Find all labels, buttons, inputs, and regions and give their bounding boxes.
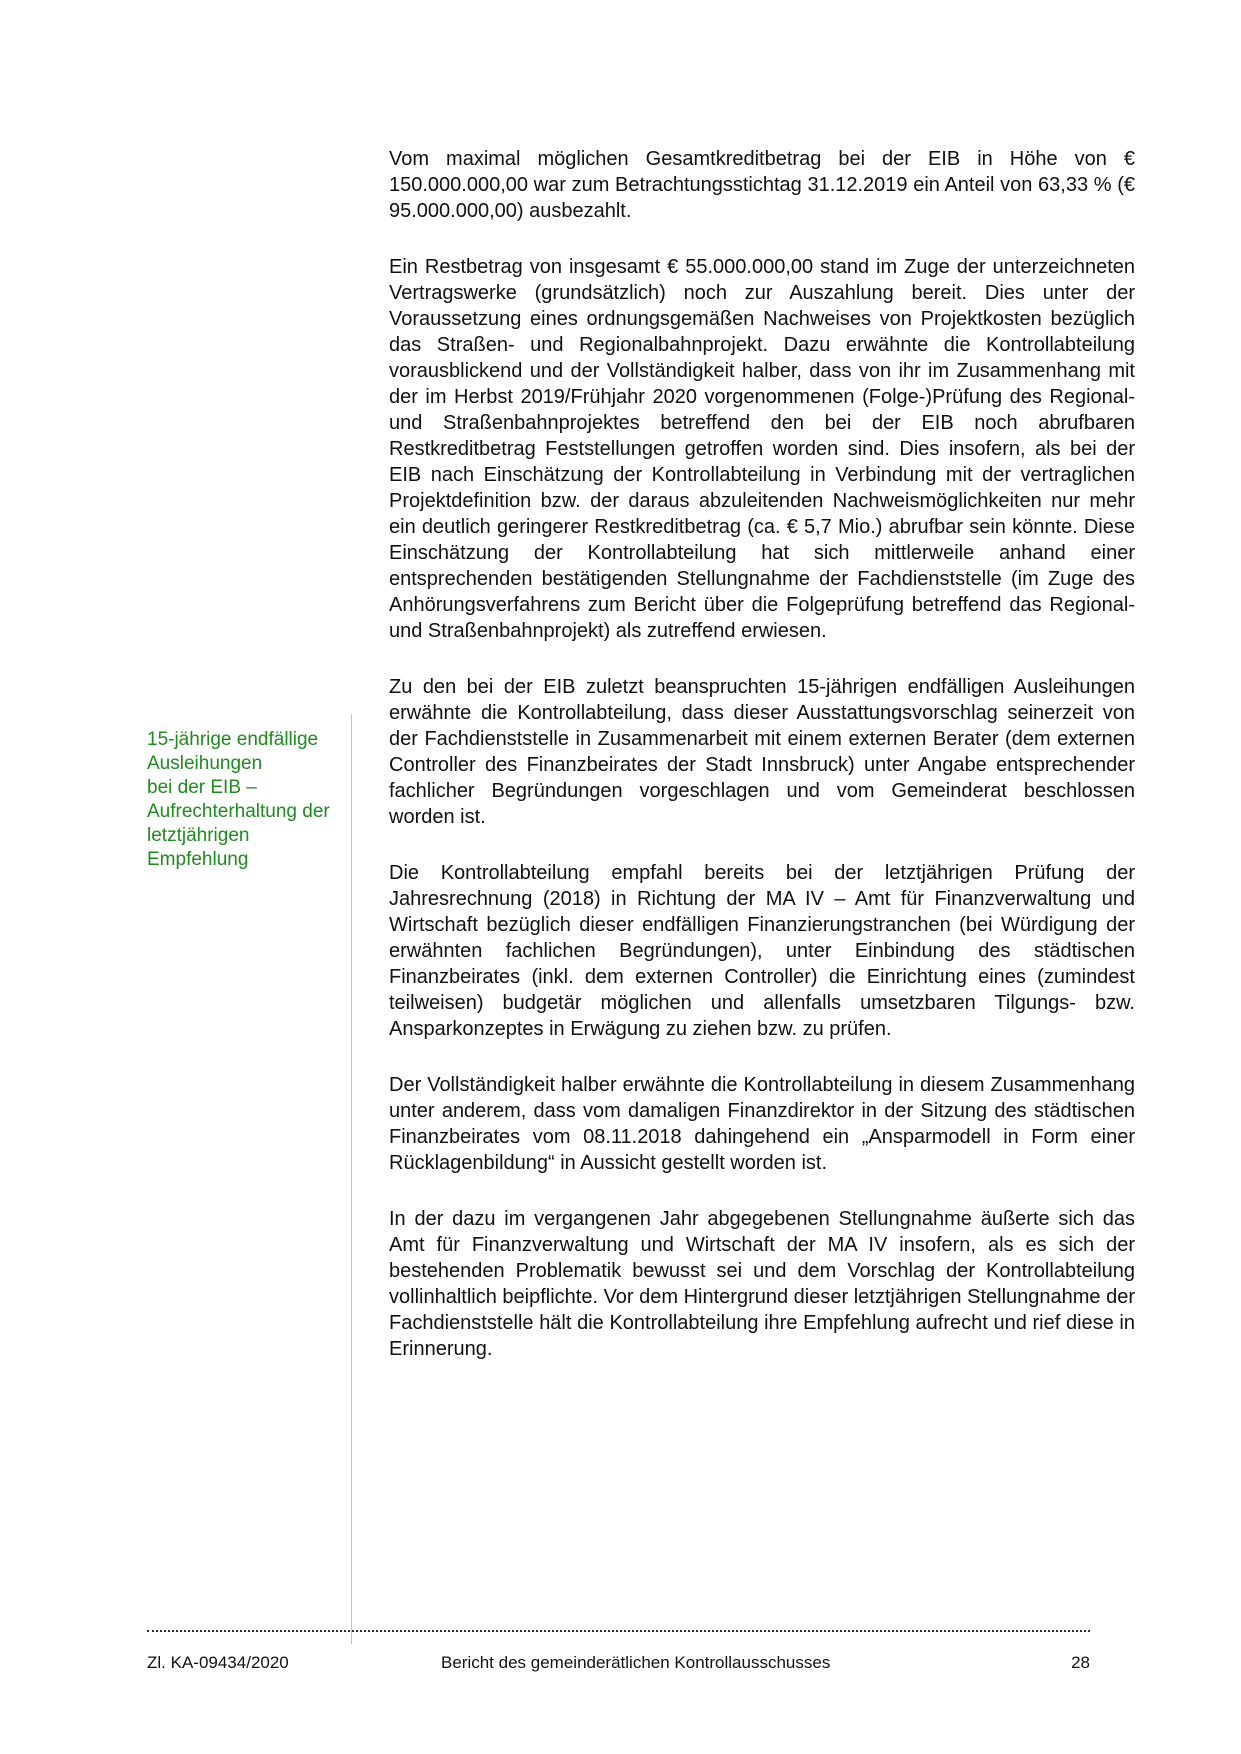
margin-note-line: 15-jährige endfällige: [147, 729, 319, 750]
paragraph-savings-model: Der Vollständigkeit halber erwähnte die Kontrollabteilung in diesem Zusammenhang unter anderem, dass vom damaligen Finanzdirektor in der Sitzung des städtischen Finanzbeirates vom 08.11.2018 dahingehend ein „Ansparmodell in Form einer Rücklagenbildung“ in Aussicht gestellt worden ist.: [389, 1074, 1135, 1174]
margin-note-line: letztjährigen: [147, 825, 250, 846]
margin-note-line: Aufrechterhaltung der: [147, 801, 330, 822]
paragraph-remaining-amount: Ein Restbetrag von insgesamt € 55.000.000,00 stand im Zuge der unterzeichneten Vertragswerke (grundsätzlich) noch zur Auszahlung bereit. Dies unter der Voraussetzung eines ordnungsgemäßen Nachweises von Projektkosten bezüglich das Straßen- und Regionalbahnprojekt. Dazu erwähnte die Kontrollabteilung vorausblickend und der Vollständigkeit halber, dass von ihr im Zusammenhang mit der im Herbst 2019/Frühjahr 2020 vorgenommenen (Folge-)Prüfung des Regional- und Straßenbahnprojektes betreffend den bei der EIB noch abrufbaren Restkreditbetrag Feststellungen getroffen worden sind. Dies insofern, als bei der EIB nach Einschätzung der Kontrollabteilung in Verbindung mit der vertraglichen Projektdefinition bzw. der daraus abzuleitenden Nachweismöglichkeiten nur mehr ein deutlich geringerer Restkreditbetrag (ca. € 5,7 Mio.) abrufbar sein könnte. Diese Einschätzung der Kontrollabteilung hat sich mittlerweile anhand einer entsprechenden bestätigenden Stellungnahme der Fachdienststelle (im Zuge des Anhörungsverfahrens zum Bericht über die Folgeprüfung betreffend das Regional- und Straßenbahnprojekt) als zutreffend erwiesen.: [389, 256, 1135, 642]
margin-divider: [351, 714, 352, 1644]
margin-note-line: Empfehlung: [147, 849, 249, 870]
margin-note: [147, 728, 347, 872]
paragraph-recommendation: Die Kontrollabteilung empfahl bereits bei der letztjährigen Prüfung der Jahresrechnung (2018) in Richtung der MA IV – Amt für Finanzverwaltung und Wirtschaft bezüglich dieser endfälligen Finanzierungstranchen (bei Würdigung der erwähnten fachlichen Begründungen), unter Einbindung des städtischen Finanzbeirates (inkl. dem externen Controller) die Einrichtung eines (zumindest teilweisen) budgetär möglichen und allenfalls umsetzbaren Tilgungs- bzw. Ansparkonzeptes in Erwägung zu ziehen bzw. zu prüfen.: [389, 862, 1135, 1040]
main-text: [389, 146, 1135, 1392]
margin-note-line: Ausleihungen: [147, 753, 263, 774]
footer-divider: [147, 1630, 1090, 1634]
paragraph-statement: In der dazu im vergangenen Jahr abgegebenen Stellungnahme äußerte sich das Amt für Finanzverwaltung und Wirtschaft der MA IV insofern, als es sich der bestehenden Problematik bewusst sei und dem Vorschlag der Kontrollabteilung vollinhaltlich beipflichte. Vor dem Hintergrund dieser letztjährigen Stellungnahme der Fachdienststelle hält die Kontrollabteilung ihre Empfehlung aufrecht und rief diese in Erinnerung.: [389, 1208, 1135, 1360]
paragraph-bullet-loans: Zu den bei der EIB zuletzt beanspruchten 15-jährigen endfälligen Ausleihungen erwähnte die Kontrollabteilung, dass dieser Ausstattungsvorschlag seinerzeit von der Fachdienststelle in Zusammenarbeit mit einem externen Berater (dem externen Controller des Finanzbeirates der Stadt Innsbruck) unter Angabe entsprechender fachlicher Begründungen vorgeschlagen und vom Gemeinderat beschlossen worden ist.: [389, 676, 1135, 828]
footer-reference: Zl. KA-09434/2020: [147, 1653, 289, 1672]
margin-note-line: bei der EIB –: [147, 777, 257, 798]
footer-title: Bericht des gemeinderätlichen Kontrollausschusses: [441, 1653, 831, 1672]
page-number: 28: [1071, 1653, 1090, 1672]
paragraph-eib-disbursed: Vom maximal möglichen Gesamtkreditbetrag bei der EIB in Höhe von € 150.000.000,00 war zum Betrachtungsstichtag 31.12.2019 ein Anteil von 63,33 % (€ 95.000.000,00) ausbezahlt.: [389, 148, 1135, 222]
